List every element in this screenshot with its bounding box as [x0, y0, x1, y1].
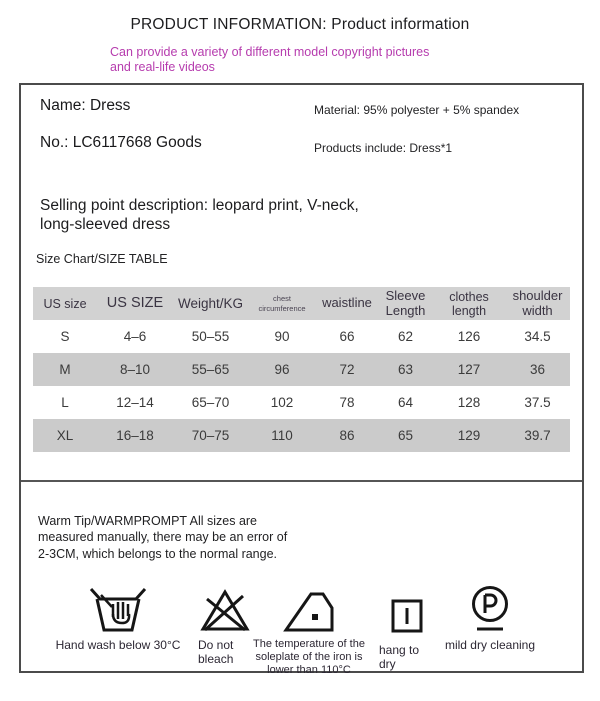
- table-cell: M: [59, 362, 71, 377]
- copyright-note-line: Can provide a variety of different model copyright pictures: [110, 45, 430, 59]
- column-header: clothes length: [449, 289, 489, 318]
- table-cell: XL: [56, 428, 74, 443]
- copyright-note-line: and real-life videos: [110, 59, 215, 74]
- dry-clean-icon: [430, 586, 550, 633]
- table-cell: 4–6: [123, 329, 147, 344]
- selling-point-line: Selling point description: leopard print, V-neck,: [40, 197, 359, 214]
- care-item: [30, 586, 206, 652]
- table-cell: 65: [397, 428, 414, 443]
- table-cell: 39.7: [524, 428, 551, 443]
- table-cell: 16–18: [116, 428, 154, 443]
- care-item: [246, 586, 372, 677]
- section-divider: [21, 480, 582, 482]
- care-label: Hand wash below 30°C: [55, 638, 181, 652]
- care-item: [430, 586, 550, 652]
- table-cell: 129: [457, 428, 481, 443]
- table-cell: 12–14: [116, 395, 154, 410]
- column-header: shoulder width: [512, 287, 563, 318]
- table-cell: 8–10: [119, 362, 151, 377]
- table-cell: S: [60, 329, 70, 344]
- do-not-bleach-icon: [198, 586, 252, 633]
- table-cell: 64: [397, 395, 414, 410]
- care-label: hang to dry: [379, 643, 420, 672]
- table-cell: 128: [457, 395, 481, 410]
- table-cell: 50–55: [191, 329, 230, 344]
- column-header: chest circumference: [258, 294, 306, 313]
- care-label: Do not bleach: [198, 638, 234, 667]
- product-name: Name: Dress: [40, 97, 131, 114]
- column-header: US SIZE: [106, 295, 164, 312]
- hand-wash-icon: [30, 586, 206, 633]
- table-cell: 72: [339, 362, 355, 377]
- warm-tip-line: 2-3CM, which belongs to the normal range.: [38, 546, 278, 561]
- table-row: [33, 419, 570, 452]
- care-label: mild dry cleaning: [444, 638, 536, 652]
- table-cell: 36: [529, 362, 546, 377]
- table-cell: 126: [457, 329, 481, 344]
- care-item: [379, 586, 435, 671]
- size-table-header: [33, 287, 570, 320]
- column-header: waistline: [322, 295, 372, 311]
- table-cell: 65–70: [191, 395, 230, 410]
- table-cell: 102: [270, 395, 294, 410]
- table-row: [33, 386, 570, 419]
- column-header: US size: [43, 296, 87, 311]
- product-material: Material: 95% polyester + 5% spandex: [314, 103, 520, 117]
- size-chart-title: Size Chart/SIZE TABLE: [36, 252, 168, 266]
- table-row: [33, 320, 570, 353]
- care-label: The temperature of the soleplate of the iron is lower than 110°C: [253, 638, 365, 676]
- product-includes: Products include: Dress*1: [314, 141, 453, 155]
- iron-low-temp-icon: [246, 586, 372, 633]
- care-item: [198, 586, 252, 666]
- table-cell: 37.5: [524, 395, 551, 410]
- size-table: [33, 287, 570, 452]
- column-header: Weight/KG: [177, 295, 244, 311]
- table-cell: 62: [397, 329, 414, 344]
- table-cell: 55–65: [191, 362, 230, 377]
- table-cell: 127: [457, 362, 481, 377]
- table-cell: 66: [339, 329, 355, 344]
- table-row: [33, 353, 570, 386]
- hang-to-dry-icon: [379, 586, 435, 638]
- page-title: PRODUCT INFORMATION: Product information: [130, 16, 470, 33]
- table-cell: 78: [339, 395, 355, 410]
- care-icons-row: [0, 586, 600, 686]
- table-cell: 34.5: [524, 329, 551, 344]
- table-cell: 86: [339, 428, 355, 443]
- column-header: Sleeve Length: [385, 287, 426, 318]
- table-cell: 70–75: [191, 428, 230, 443]
- selling-point-line: long-sleeved dress: [40, 215, 171, 233]
- warm-tip-line: measured manually, there may be an error of: [38, 530, 288, 545]
- table-cell: 110: [271, 428, 293, 443]
- table-cell: 90: [274, 329, 290, 344]
- table-cell: 96: [274, 362, 290, 377]
- warm-tip-line: Warm Tip/WARMPROMPT All sizes are: [38, 514, 258, 528]
- product-number: No.: LC6117668 Goods: [40, 134, 202, 151]
- table-cell: L: [61, 395, 69, 410]
- copyright-note: [110, 45, 482, 75]
- selling-point: [40, 197, 440, 234]
- table-cell: 63: [397, 362, 414, 377]
- warm-tip: [38, 513, 338, 562]
